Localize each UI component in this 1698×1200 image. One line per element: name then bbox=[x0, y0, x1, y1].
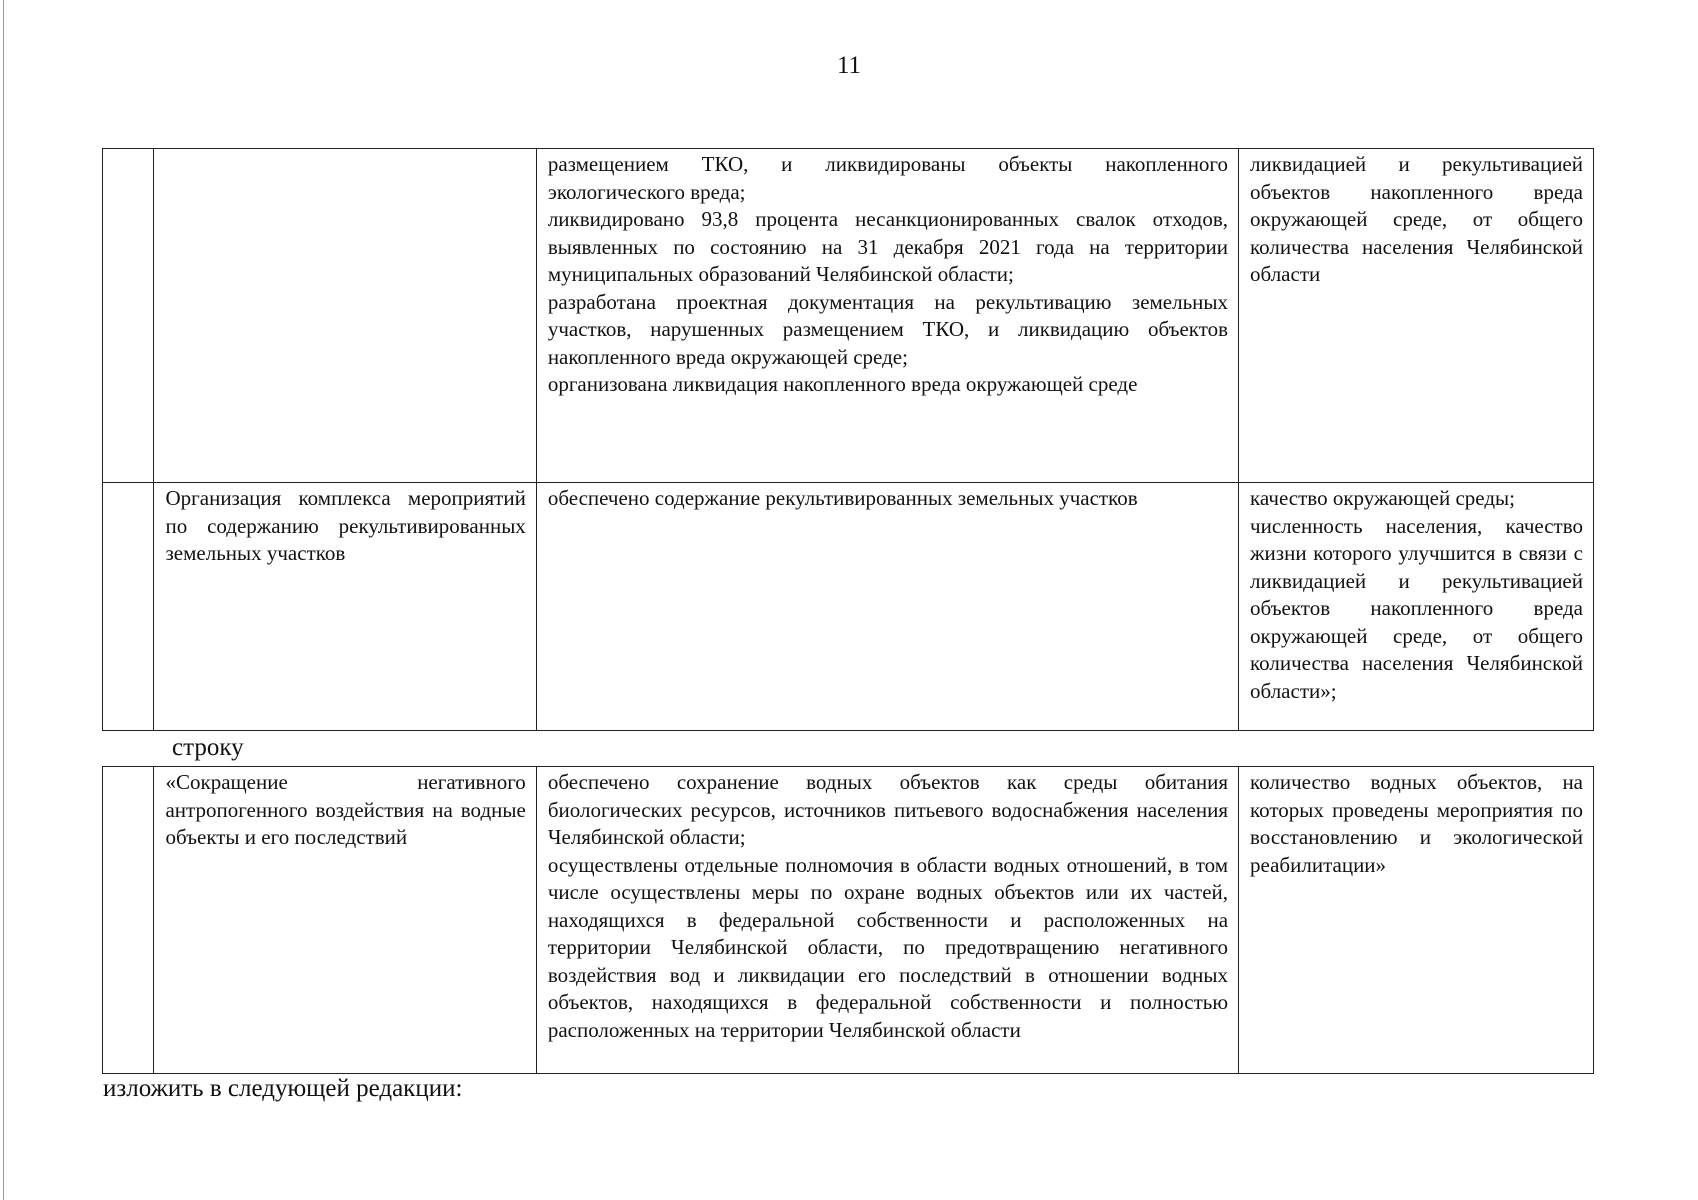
result-paragraph: осуществлены отдельные полномочия в области водных отношений, в том числе осуществлены меры по охране водных объектов или их частей, находящихся в федеральной собственности и расположенных на территории Челябинской области, по предотвращению негативного воздействия вод и ликвидации его последствий в отношении водных объектов, находящихся в федеральной собственности и полностью расположенных на территории Челябинской области bbox=[547, 852, 1229, 1042]
table-row bbox=[103, 767, 1594, 1074]
cell-results bbox=[536, 483, 1238, 731]
table-continuation bbox=[102, 148, 1594, 731]
result-paragraph: обеспечено содержание рекультивированных земельных участков bbox=[547, 486, 1138, 510]
result-paragraph: разработана проектная документация на рекультивацию земельных участков, нарушенных размещением ТКО, и ликвидацию объектов накопленного вреда окружающей среде; bbox=[547, 289, 1229, 369]
table-row bbox=[103, 483, 1594, 731]
cell-indicators bbox=[1239, 767, 1594, 1074]
cell-event-name bbox=[154, 767, 536, 1074]
event-name-text: «Сокращение негативного антропогенного воздействия на водные объекты и его последствий bbox=[165, 770, 526, 849]
indicator-paragraph: качество окружающей среды; bbox=[1250, 486, 1515, 510]
cell-indicators bbox=[1239, 483, 1594, 731]
instruction-text-stroku: строку bbox=[172, 734, 244, 761]
page-number: 11 bbox=[836, 52, 862, 79]
indicator-paragraph: количество водных объектов, на которых проведены мероприятия по восстановлению и экологической реабилитации» bbox=[1250, 770, 1583, 877]
cell-results bbox=[536, 767, 1238, 1074]
result-paragraph: ликвидировано 93,8 процента несанкционированных свалок отходов, выявленных по состоянию на 31 декабря 2021 года на территории муниципальных образований Челябинской области; bbox=[547, 207, 1229, 286]
event-name-text: Организация комплекса мероприятий по содержанию рекультивированных земельных участков bbox=[165, 486, 526, 565]
table-row bbox=[103, 149, 1594, 483]
cell-number bbox=[103, 483, 154, 731]
cell-number bbox=[103, 149, 154, 483]
indicator-paragraph: численность населения, качество жизни которого улучшится в связи с ликвидацией и рекультивацией объектов накопленного вреда окружающей среде, от общего количества населения Челябинской области»; bbox=[1250, 513, 1583, 703]
result-paragraph: организована ликвидация накопленного вреда окружающей среде bbox=[547, 372, 1138, 396]
result-paragraph: размещением ТКО, и ликвидированы объекты накопленного экологического вреда; bbox=[547, 152, 1229, 204]
scan-edge-line bbox=[3, 0, 4, 1200]
cell-results bbox=[536, 149, 1238, 483]
cell-event-name bbox=[154, 483, 536, 731]
cell-indicators bbox=[1239, 149, 1594, 483]
instruction-text-final: изложить в следующей редакции: bbox=[103, 1075, 463, 1102]
cell-number bbox=[103, 767, 154, 1074]
cell-event-name bbox=[154, 149, 536, 483]
result-paragraph: обеспечено сохранение водных объектов как среды обитания биологических ресурсов, источников питьевого водоснабжения населения Челябинской области; bbox=[547, 770, 1229, 849]
indicator-paragraph: ликвидацией и рекультивацией объектов накопленного вреда окружающей среде, от общего количества населения Челябинской области bbox=[1250, 152, 1583, 286]
table-replaced-row bbox=[102, 766, 1594, 1074]
